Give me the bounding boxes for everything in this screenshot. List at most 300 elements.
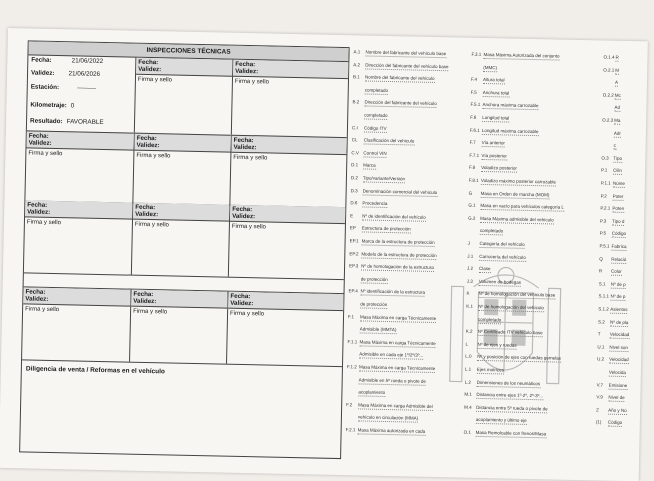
code-item [602,105,620,112]
code-item-code: P.5.1 [599,243,611,249]
code-item-text: (MMC) [483,65,497,72]
code-item-text: Dirección del fabricante del vehículo [364,100,436,109]
code-item-text: Estructura de protección [362,226,411,234]
code-item [470,127,539,135]
code-item [349,263,434,272]
code-item-code: A.1 [354,49,366,55]
fecha-label: Fecha: [27,201,47,208]
code-item-code: O.2.3 [602,117,614,123]
code-item-text: Clasificación del vehículo [364,138,415,146]
code-item [598,306,627,314]
code-item [464,417,527,425]
code-item-code: J [468,241,480,247]
fecha-label: Fecha: [232,206,252,213]
code-item-code: F.1.2 [347,364,359,370]
code-item-code: F.2 [346,402,358,408]
inspection-cell-12 [227,292,343,366]
code-item [350,226,411,234]
code-item-code: F.5 [471,90,483,96]
code-item [597,344,628,352]
code-item-text: Nº de ejes y ruedas [477,342,516,350]
code-item-code: O.3 [601,155,613,161]
code-item-text: Asientos [610,307,627,314]
code-item-text: Denominación comercial del vehículo [363,188,438,197]
code-item-text: Masa Máxima en carga Técnicamente [359,339,435,348]
code-item-text: Nº de p [611,281,626,288]
code-item-text: Procedencia [362,201,387,209]
code-item-code: F.1 [348,314,360,320]
fecha-label: Fecha: [137,135,157,142]
code-item-text: Modelo de la estructura de protección [361,251,436,260]
code-item-text: Fabrica [611,244,626,251]
firma-label: Firma y sello [228,309,343,321]
code-item-code: D.3 [351,188,363,194]
firma-label: Firma y sello [134,151,230,163]
fecha-value: 21/06/2022 [72,57,104,65]
fecha-label: Fecha: [235,61,255,68]
fecha-label: Fecha: [31,56,51,63]
code-item [347,377,426,386]
inspection-cell-3 [232,60,349,137]
code-item [349,276,388,284]
code-item-text: Longitud total [482,115,509,123]
code-item-text: Dimensiones de los neumáticos [477,379,541,387]
code-item-text: Código [608,420,622,427]
firma-label: Firma y sello [233,77,348,89]
code-item-code: EP.3 [349,263,361,269]
document-page [0,28,648,481]
validez-label: Validez: [133,298,156,305]
code-item-text: Masa Máxima Autorizada del conjunto [483,52,559,61]
code-item-text: Volumen de bodegas [479,279,521,287]
inspection-cell-1 [27,55,137,132]
code-item-text: Nº Certificado ITV vehículo base [478,329,543,337]
code-item-text: Admisible en 5ª rueda o pivote de [359,377,426,385]
code-item [596,420,622,428]
inspection-cell-5 [133,133,231,205]
code-item-text: Nº de homologación del vehículo base [478,291,555,300]
resultado-value: FAVORABLE [67,118,104,126]
code-item [467,253,526,261]
validez-label: Validez: [138,66,161,73]
code-item-text: Masa Máxima en carga Admisible del [358,402,433,411]
code-item-text: Tipo/variante/Versión [363,175,405,183]
code-item [598,294,625,302]
code-item-code: O.1.4 [603,54,615,60]
firma-label: Firma y sello [230,222,345,234]
code-item-text: Masa Máxima en carga Técnicamente [359,364,435,373]
code-item-code: J.2 [467,266,479,272]
validez-label: Validez: [25,295,48,302]
code-item-code: Q [599,256,611,262]
code-item-code: G.1 [468,203,480,209]
inspection-row-2 [25,130,346,208]
code-item [469,165,517,173]
code-item-code: L.1 [465,367,477,373]
code-item [347,352,423,361]
code-item-text: M [615,67,619,74]
code-item [597,357,629,365]
code-item [600,231,626,239]
validez-value: 21/06/2026 [68,70,100,78]
code-item [346,402,433,411]
code-item-code: F.1.1 [347,339,359,345]
validez-label: Validez: [137,142,160,149]
code-item-code: M.4 [464,404,476,410]
code-item [351,175,405,183]
code-item [349,251,436,260]
code-item-text: Emisione [609,382,628,389]
firma-label: Firma y sello [25,217,132,229]
firma-label: Firma y sello [23,304,130,316]
fecha-label: Fecha: [29,132,49,139]
code-column-2 [472,52,592,55]
code-item [353,62,448,71]
code-item-text: completado [364,112,387,119]
code-item-text: Tipo d [612,218,624,225]
code-item-code: P.1 [601,168,613,174]
code-item-text: Vía posterior [481,153,507,161]
code-item [596,395,624,403]
code-item-text: Admisible en cada eje 1º/2º/3º... [359,352,423,360]
code-item-text: Ma [614,118,620,125]
code-item-code: K.1 [466,304,478,310]
inspection-cell-11 [130,290,228,364]
firma-label: Firma y sello [133,220,229,232]
code-item-code: S.1.1 [598,294,610,300]
code-item-text: Categoría del vehículo [479,241,524,249]
code-item-text: Masa en Orden de marcha (MOM) [481,191,550,199]
code-item [346,389,385,397]
code-item-code: P.2.1 [600,206,612,212]
code-item-text: acoplamiento y último eje [476,417,527,425]
inspection-title: INSPECCIONES TÉCNICAS [28,41,348,62]
inspection-cell-2 [135,58,234,135]
code-item [353,49,446,58]
code-item-text: Altura total [483,77,505,84]
code-item [348,289,425,298]
code-item-code: C.V [351,150,363,156]
validez-label: Validez: [232,213,255,220]
code-item-text: Marca [363,163,376,170]
code-item [601,180,625,188]
code-item-text: Poter [613,193,624,200]
code-item [347,339,435,348]
code-item [599,256,626,264]
code-item [468,203,564,212]
code-item-code: G.2 [468,215,480,221]
estacion-value: ——— [77,84,96,91]
code-item-text: Nº de identificación del vehículo [362,213,426,221]
code-item [468,241,525,249]
code-item [468,228,503,236]
code-item-code: F.6 [470,115,482,121]
code-item-text: Control VIN [363,150,386,157]
code-item [469,152,507,160]
code-item [467,266,491,273]
code-item [470,102,538,110]
code-item-code: L [465,341,477,347]
code-item [465,341,516,349]
firma-label: Firma y sello [131,307,227,319]
code-item-code: A.2 [353,62,365,68]
code-item [351,150,386,158]
code-item [464,392,543,401]
code-item [352,100,436,109]
code-item-code: P.5 [600,231,612,237]
code-item-code: F.3.1 [471,52,483,58]
code-item-code: (1) [596,420,608,426]
code-item [352,125,387,133]
code-item-text: A [615,80,618,87]
code-item [464,430,547,439]
code-item-text: Carrocería del vehículo [479,254,526,262]
code-item-code: F.2.1 [346,427,358,433]
code-item-text: Cilin [613,168,622,175]
code-item-code: O.2.1 [603,67,615,73]
code-item [351,188,438,197]
coat-of-arms-watermark [446,256,564,398]
firma-label: Firma y sello [26,148,133,160]
code-item-text: vehículo en circulación (MMA) [358,415,418,423]
code-item-code: D.1 [351,163,363,169]
code-item-text: Nº de homologación de la estructura [361,264,434,273]
code-item [603,80,618,87]
code-item-text: Ad [614,105,620,112]
code-item-text: Nombre del fabricante del vehículo [365,75,435,83]
inspection-cell-8 [132,203,230,277]
code-item [469,190,550,199]
code-column-1 [354,49,466,51]
inspection-cell-10 [22,287,131,361]
fecha-label: Fecha: [133,291,153,298]
code-item-text: Color [611,269,622,276]
code-item [596,407,627,415]
code-item-code: S.2 [598,319,610,325]
inspection-row-4 [22,286,343,367]
code-item-text: Masa Máxima admisible del vehículo [480,216,554,225]
code-item-code: C.I [352,125,364,131]
code-item-text: Año y Nú [608,407,627,414]
code-item [600,206,624,213]
code-item [603,54,618,61]
code-item [598,319,629,327]
code-item-text: Nº de p [610,294,625,301]
fecha-label: Fecha: [138,59,158,66]
code-item [346,427,426,436]
fecha-label: Fecha: [234,137,254,144]
inspection-cell-7 [24,200,133,274]
code-item-text: Vía anterior [482,140,505,147]
code-item [351,163,376,171]
validez-label: Validez: [29,139,52,146]
code-item-code: F.6.1 [470,127,482,133]
code-item-text: Voladizo máximo posterior carrozable [481,178,556,187]
code-item-text: Marca de la estructura de protección [362,238,435,247]
code-item [603,67,619,74]
code-item-code: K.2 [466,329,478,335]
code-item-text: acoplamiento [358,390,385,398]
code-item [350,238,435,247]
code-item [471,52,559,61]
code-item [602,143,616,150]
code-item-text: de protección [360,301,387,309]
code-item [350,200,387,208]
code-item-code: V.9 [596,395,608,401]
validez-label: Validez: [235,68,258,75]
estacion-label: Estación: [31,83,59,91]
code-item-text: completado [478,317,501,324]
code-item-text: Ejes motrices [477,367,504,375]
code-item-code: EP.4 [348,289,360,295]
code-item [465,367,504,375]
code-item-code: B.1 [353,74,365,80]
validez-label: Validez: [233,144,256,151]
code-item-text: Nº identificación de la estructura [360,289,425,297]
code-item-text: R [615,55,618,62]
code-item-code: O.2.2 [603,92,615,98]
code-column-3 [604,54,654,55]
code-item [466,316,501,324]
code-item-text: Código ITV [364,125,387,132]
code-item-text: Nº de homologación del vehículo [478,304,544,312]
code-list [345,49,654,475]
code-item-text: Distancia entre 5ª rueda o pivote de [476,405,548,413]
code-item-text: Nº y posición de ejes con ruedas gemelas [477,354,561,363]
code-item-code: S.1 [599,281,611,287]
code-item-text: de protección [361,276,388,284]
code-item-code: L.2 [465,379,477,385]
code-item [471,77,505,85]
validez-label: Validez: [135,211,158,218]
code-item-text: Anchura máxima carrozable [482,102,538,110]
fecha-label: Fecha: [230,293,250,300]
code-item [347,364,435,373]
code-item [597,369,626,377]
firma-label: Firma y sello [136,75,232,87]
code-item-code: J.3 [467,278,479,284]
code-item-text: Nivel son [609,344,628,351]
code-item [352,112,387,120]
code-item [346,415,418,424]
fecha-label: Fecha: [25,288,45,295]
code-item [597,382,628,390]
code-item [603,92,621,99]
kilometraje-value: 0 [71,102,75,109]
code-item-code: F.7.1 [469,152,481,158]
inspection-cell-4 [25,130,134,202]
code-item-text: Nombre del fabricante del vehículo base [365,49,446,58]
code-item [471,64,497,72]
code-item [470,115,509,123]
kilometraje-label: Kilometraje: [30,101,67,109]
code-item [471,90,510,98]
code-item-code: U.1 [597,344,609,350]
code-item-text: completado [365,87,388,94]
code-item-code: D.2 [351,175,363,181]
code-item-text: Masa en vacío para vehículos categoría L [480,203,564,212]
code-item-text: Mc [615,93,621,100]
code-item [602,130,621,137]
code-item-text: Clase [479,266,491,273]
code-item-code: O.1 [464,430,476,436]
code-item [602,117,620,124]
code-item-text: Nº de pla [610,319,629,326]
code-item-text: Masa Máxima en carga Técnicamente [360,314,436,323]
code-item [350,213,426,222]
code-item-code: L.0 [465,354,477,360]
code-item-text: Dirección del fabricante del vehículo base [365,62,448,71]
code-item [470,140,505,148]
code-item-code: T [598,332,610,338]
code-item [601,155,622,162]
code-item-code: P.2 [601,193,613,199]
code-item-text: Relació [611,256,626,263]
code-item-code: EP.2 [349,251,361,257]
code-item [353,87,388,95]
code-item-code: D.6 [350,200,362,206]
code-item-text: Nivel de [608,395,624,402]
code-item-text: Adr [614,130,621,137]
code-item-code: CL [352,137,364,143]
code-item [353,74,435,83]
code-item-code: EP.1 [350,238,362,244]
code-item-code: EP [350,226,362,232]
diligencia-heading: Diligencia de venta / Reformas en el vehículo [22,363,342,381]
code-item [599,243,626,251]
fecha-label: Fecha: [135,204,155,211]
code-item-code: P.3 [600,218,612,224]
code-item-code: F.5.1 [470,102,482,108]
code-item-text: Código [612,231,626,238]
code-item [599,269,622,276]
code-item-code: J.1 [467,253,479,259]
code-item-text: Admisible (MMTA) [360,327,397,335]
code-item [601,168,622,175]
code-item-code: K [466,291,478,297]
code-item-text: Distancia entre ejes 1º-2º, 2º-3º... [476,392,543,400]
code-item [601,193,624,200]
code-item-code: P.1.1 [601,180,613,186]
code-item-code: F.4 [471,77,483,83]
code-item [467,278,521,286]
code-item-text: Tipo [613,156,622,163]
code-item-text: Poten [612,206,624,213]
inspection-cell-9 [229,205,345,279]
code-item [468,215,554,224]
inspection-cell-6 [230,135,346,207]
code-item [348,326,397,334]
code-item-code: F.8 [469,165,481,171]
code-item-text: Anchura total [483,90,510,98]
code-item-text: Voladizo posterior [481,165,517,173]
code-item-code: V.7 [597,382,609,388]
code-item-text: Longitud máxima carrozable [482,128,539,136]
code-item [352,137,415,145]
inspection-table [19,40,350,459]
code-item-code: B.2 [352,100,364,106]
code-item [599,281,626,289]
code-item [348,301,387,309]
code-item-code: R [599,269,611,275]
code-item-code: Z [596,407,608,413]
inspection-row-3 [24,200,345,280]
firma-label: Firma y sello [231,153,346,165]
code-item-text: c [614,143,616,150]
resultado-label: Resultado: [30,117,63,125]
inspection-row-1 [27,55,349,137]
validez-label: Validez: [27,208,50,215]
